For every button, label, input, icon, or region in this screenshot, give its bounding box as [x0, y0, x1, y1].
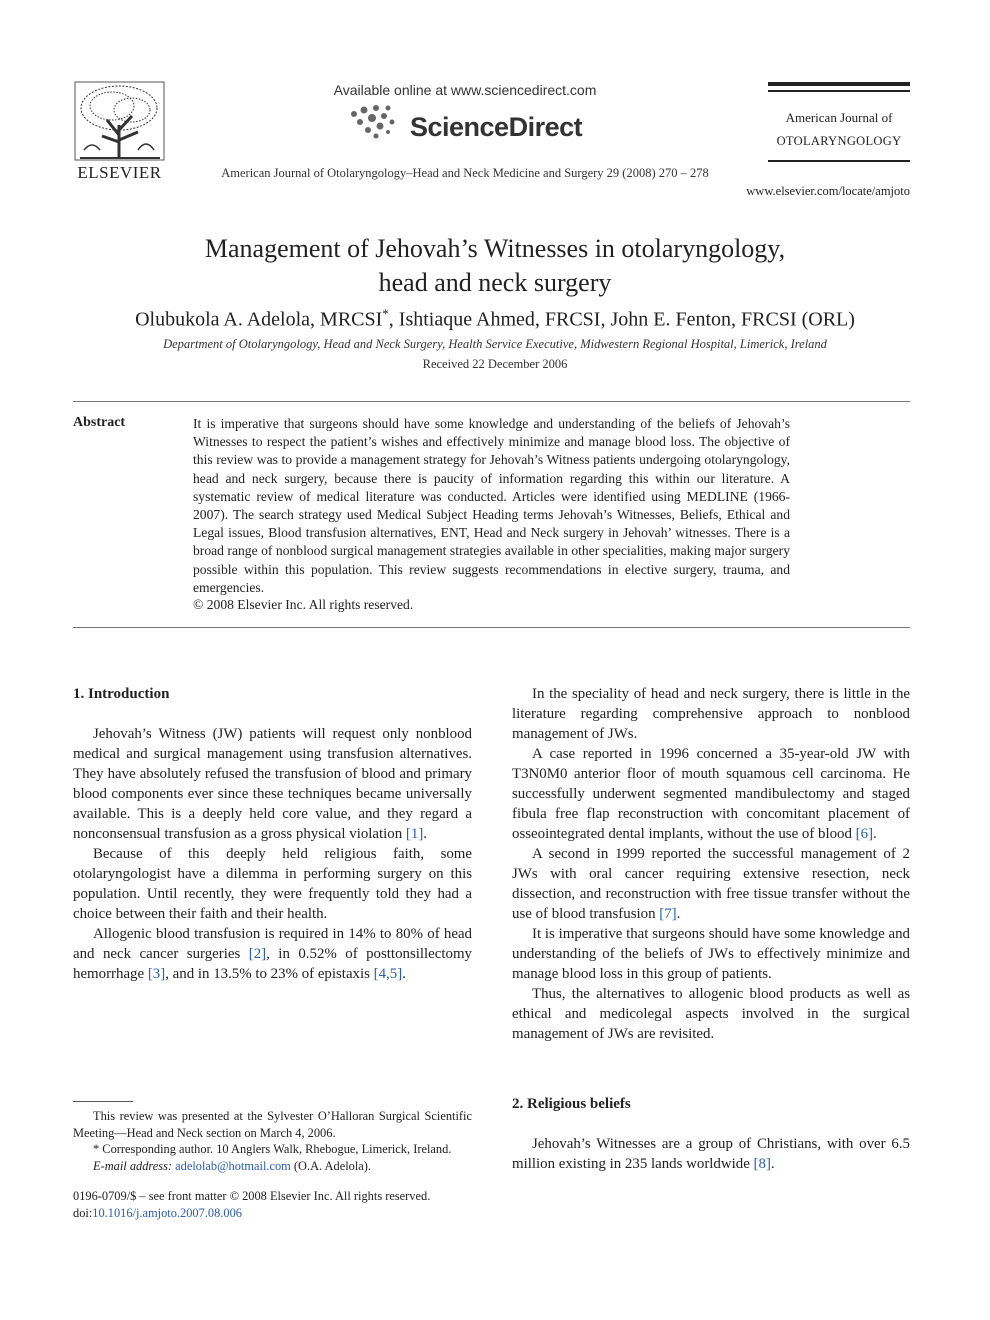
footnote-presented: This review was presented at the Sylvester O’Halloran Surgical Scientific Meeting—Head and Neck section on March 4, 2006.: [73, 1109, 472, 1140]
footnote-text: Corresponding author. 10 Anglers Walk, Rhebogue, Limerick, Ireland.: [99, 1142, 452, 1157]
paragraph: Thus, the alternatives to allogenic blood products as well as ethical and medicolegal aspects involved in the surgical management of JWs are revisited.: [512, 986, 910, 1042]
reference-link[interactable]: [7]: [659, 906, 677, 922]
received-date: Received 22 December 2006: [422, 357, 568, 371]
author-list: [60, 306, 930, 332]
abstract-copyright: © 2008 Elsevier Inc. All rights reserved.: [193, 597, 414, 612]
email-link[interactable]: adelolab@hotmail.com: [175, 1158, 291, 1173]
paragraph-text: , in 0.52% of posttonsillectomy hemorrhage: [73, 946, 472, 982]
paragraph-text: A second in 1999 reported the successful management of 2 JWs with oral cancer requiring extensive resection, neck dissection, and reconstruction with free tissue transfer without the use of blood transfusion: [512, 846, 910, 922]
paragraph: [73, 724, 472, 844]
paragraph: It is imperative that surgeons should have some knowledge and understanding of the beliefs of JWs to effectively minimize and manage blood loss in this group of patients.: [512, 926, 910, 982]
paragraph: [512, 844, 910, 924]
paragraph: [512, 1134, 910, 1174]
paragraph: [73, 924, 472, 984]
paragraph-text: Jehovah’s Witnesses are a group of Christians, with over 6.5 million existing in 235 lands worldwide: [512, 1136, 910, 1172]
title-line2: head and neck surgery: [378, 268, 612, 297]
reference-link[interactable]: [6]: [855, 826, 874, 842]
email-label: E-mail address:: [93, 1158, 173, 1173]
reference-link[interactable]: [4,5]: [373, 966, 403, 982]
section2-text: [512, 1134, 910, 1174]
footnotes: [73, 1108, 472, 1174]
paragraph: Because of this deeply held religious faith, some otolaryngologist have a dilemma in performing surgery on this population. Until recently, they were frequently told they had a choice between their faith and their health.: [73, 846, 472, 922]
journal-box-rule: [768, 82, 910, 86]
paragraph-text: Jehovah’s Witness (JW) patients will request only nonblood medical and surgical management using transfusion alternatives. They have absolutely refused the transfusion of blood and primary blood components ever since these techniques became universally available. This is a deeply held core value, and they regard a nonconsensual transfusion as a gross physical violation: [73, 726, 472, 842]
sciencedirect-wordmark[interactable]: ScienceDirect: [410, 112, 583, 142]
punctuation: .: [423, 826, 428, 842]
journal-url[interactable]: www.elsevier.com/locate/amjoto: [746, 184, 910, 198]
section-heading-introduction: 1. Introduction: [73, 686, 170, 702]
abstract-heading: Abstract: [73, 415, 126, 430]
article-title: [100, 232, 890, 300]
journal-box-rule: [768, 90, 910, 92]
publisher-name: ELSEVIER: [77, 163, 162, 182]
abstract-bottom-rule: [73, 627, 910, 628]
doi-line: [73, 1205, 493, 1222]
author-1: Olubukola A. Adelola, MRCSI: [135, 308, 383, 331]
issn-line: 0196-0709/$ – see front matter © 2008 Elsevier Inc. All rights reserved.: [73, 1189, 431, 1203]
punctuation: .: [402, 966, 406, 982]
title-line1: Management of Jehovah’s Witnesses in otolaryngology,: [204, 234, 786, 263]
punctuation: .: [873, 826, 877, 842]
reference-link[interactable]: [2]: [248, 946, 267, 962]
footnote-mark: *: [93, 1142, 100, 1157]
affiliation: Department of Otolaryngology, Head and Neck Surgery, Health Service Executive, Midwestern Regional Hospital, Limerick, Ireland: [163, 337, 827, 351]
punctuation: .: [676, 906, 681, 922]
available-online-text[interactable]: Available online at www.sciencedirect.com: [333, 82, 597, 98]
journal-citation: American Journal of Otolaryngology–Head and Neck Medicine and Surgery 29 (2008) 270 – 278: [221, 166, 709, 180]
punctuation: .: [770, 1156, 775, 1172]
left-column-text: [73, 724, 472, 984]
journal-name-line2: OTOLARYNGOLOGY: [776, 134, 902, 148]
paragraph: In the speciality of head and neck surgery, there is little in the literature regarding comprehensive approach to nonblood management of JWs.: [512, 686, 910, 742]
right-column-text: [512, 684, 910, 1044]
footnote-rule: [73, 1101, 133, 1102]
reference-link[interactable]: [8]: [753, 1156, 771, 1172]
reference-link[interactable]: [3]: [147, 966, 166, 982]
email-owner: (O.A. Adelola).: [290, 1158, 372, 1173]
corresponding-author-mark[interactable]: *: [382, 306, 389, 321]
doi-link[interactable]: 10.1016/j.amjoto.2007.08.006: [92, 1206, 242, 1220]
footnote-email: [73, 1158, 472, 1175]
section-heading-religious-beliefs: 2. Religious beliefs: [512, 1096, 631, 1112]
journal-box-rule: [768, 160, 910, 162]
abstract-top-rule: [73, 401, 910, 402]
doi-label: doi:: [73, 1206, 93, 1220]
other-authors: , Ishtiaque Ahmed, FRCSI, John E. Fenton, FRCSI (ORL): [388, 308, 855, 331]
paragraph-text: Allogenic blood transfusion is required in 14% to 80% of head and neck cancer surgeries: [73, 926, 472, 962]
journal-name-line1: American Journal of: [785, 110, 893, 125]
paragraph-text: , and in 13.5% to 23% of epistaxis: [165, 966, 374, 982]
reference-link[interactable]: [1]: [405, 826, 424, 842]
paragraph: [512, 744, 910, 844]
paragraph-text: A case reported in 1996 concerned a 35-year-old JW with T3N0M0 anterior floor of mouth squamous cell carcinoma. He successfully underwent segmented mandibulectomy and staged fibula free flap reconstruction with concomitant placement of osseointegrated dental implants, without the use of blood: [512, 746, 910, 842]
footnote-corresponding: [73, 1141, 472, 1158]
abstract-text: It is imperative that surgeons should have some knowledge and understanding of the beliefs of Jehovah’s Witnesses to respect the patient’s wishes and effectively minimize and manage blood loss. The objective of this review was to provide a management strategy for Jehovah’s Witness patients undergoing otolaryngology, head and neck surgery, because there is paucity of information regarding this within our literature. A systematic review of medical literature was conducted. Articles were identified using MEDLINE (1966-2007). The search strategy used Medical Subject Heading terms Jehovah’s Witnesses, Beliefs, Ethical and Legal issues, Blood transfusion alternatives, ENT, Head and Neck surgery in Jehovah’ witnesses. There is a broad range of nonblood surgical management strategies available in other specialities, making major surgery possible within this population. This review suggests recommendations in elective surgery, trauma, and emergencies.: [193, 416, 790, 595]
issn-doi-block: [73, 1188, 493, 1222]
